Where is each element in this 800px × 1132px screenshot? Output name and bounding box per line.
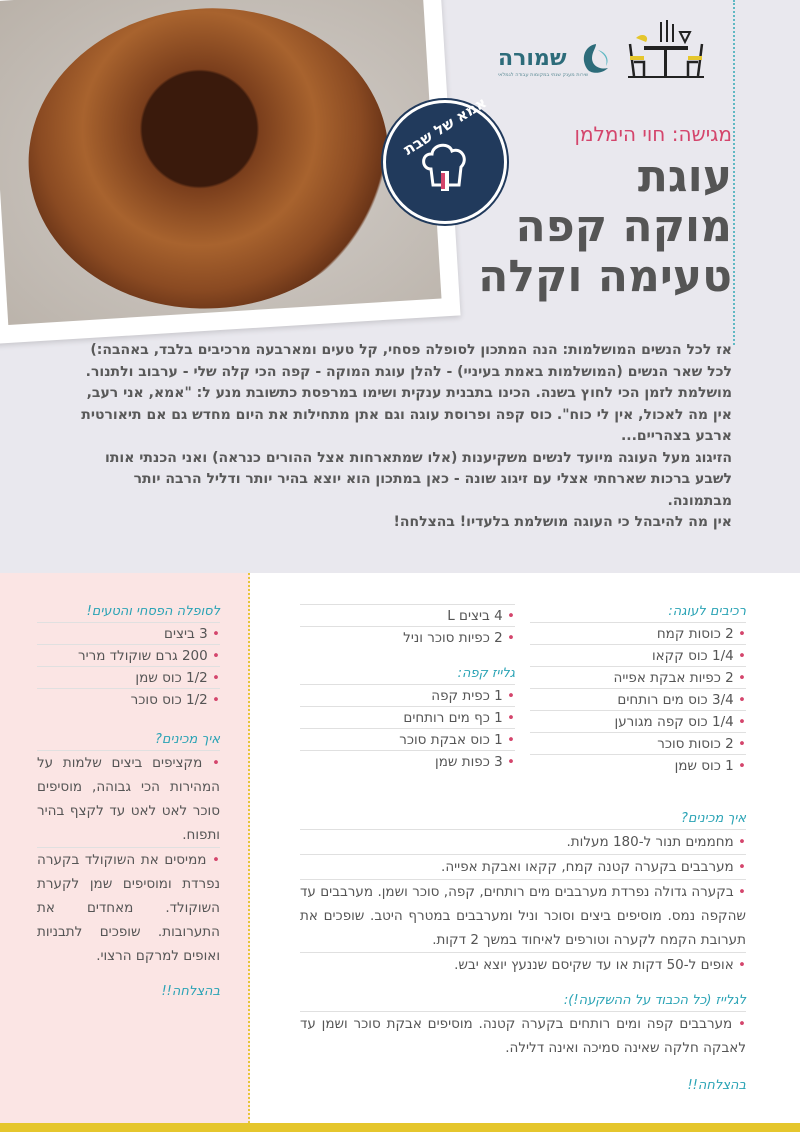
glaze-method-title: לגלייז (כל הכבוד על ההשקעה!): (563, 993, 746, 1008)
list-item: • 2 כוסות סוכר (530, 732, 746, 754)
bird-logo-icon (578, 42, 614, 76)
author: מגישה: חוי הימלמן (574, 122, 732, 146)
method-step: • מחממים תנור ל-180 מעלות. (300, 829, 746, 854)
logo-tagline: שירות מענק שנתי במקומות עבודה לגמלאי (498, 72, 589, 78)
list-item: • 200 גרם שוקולד מריר (37, 644, 220, 666)
list-item: • 1/2 כוס סוכר (37, 688, 220, 710)
cake-image (20, 0, 398, 319)
list-item: • 4 ביצים L (300, 604, 515, 626)
list-item: • 1 כף מים רותחים (300, 706, 515, 728)
badge-text: אמא של שבת (400, 93, 490, 159)
souffle-good-luck: בהצלחה!! (161, 984, 220, 999)
title-line: טעימה וקלה (478, 251, 732, 302)
glaze-ingredients (300, 684, 515, 772)
list-item: • 1/2 כוס שמן (37, 666, 220, 688)
list-item: • 1 כוס שמן (530, 754, 746, 776)
glaze-step: • מערבבים קפה ומים רותחים בקערה קטנה. מוסיפים אבקת סוכר ושמן עד לאבקה חלקה שאינה סמיכה ואינה דלילה. (300, 1011, 746, 1060)
intro-paragraph: הזיגוג מעל העוגה מיועד לנשים משקיענות (אלו שמתארחות אצל ההורים כנראה) ואני הכנתי אותו לשבע ברכות שארחתי אצלי עם זיגוג שונה - כאן במתכון הוא יוצא בהיר יותר ודליל הרבה יותר מבתמונה. (105, 449, 732, 509)
list-item: • 1 כפית קפה (300, 684, 515, 706)
souffle-title: לסופלה הפסחי והטעים! (86, 604, 220, 619)
title-line: עוגת (637, 151, 732, 202)
method-step: • בקערה גדולה נפרדת מערבבים מים רותחים, קפה, סוכר ושמן. מערבבים עד שהקפה נמס. מוסיפים ביצים וסוכר וניל ומערבבים במטרף היטב. שופכים את תערובת הקמח לקערה וטורפים לאיחוד במשך 2 דקות. (300, 879, 746, 952)
cake-ingredients-title: רכיבים לעוגה: (668, 604, 746, 619)
list-item: • 3 כפות שמן (300, 750, 515, 772)
cake-method-column (300, 811, 746, 1093)
list-item: • 2 כפיות סוכר וניל (300, 626, 515, 648)
list-item: • 2 כוסות קמח (530, 622, 746, 644)
cake-good-luck: בהצלחה!! (687, 1078, 746, 1093)
cake-ingredients-more (300, 604, 515, 648)
title-line: מוקה קפה (515, 201, 732, 252)
method-step: • מערבבים בקערה קטנה קמח, קקאו ואבקת אפייה. (300, 854, 746, 879)
intro-text (65, 340, 732, 534)
list-item: • 3 ביצים (37, 622, 220, 644)
souffle-ingredients (37, 622, 220, 710)
souffle-step: • ממיסים את השוקולד בקערה נפרדת ומוסיפים שמן לקערת השוקולד. מאחדים את התערובות. שופכים לתבניות ואופים למרקם הרצוי. (37, 847, 220, 968)
table-icon (626, 18, 706, 80)
intro-paragraph: לכל שאר הנשים (המושלמות באמת בעיניי) - להלן עוגת המוקה - קפה הכי קלה שלי - ערבוב ולתנור. מושלמת לזמן הכי לחוץ בשנה. הכינו בתבנית ענקית ושימו במרפסת כתשובת מנע ל: "אמא, אני רעב, אין מה לאכול, אין לי כוח". כוס קפה ופרוסת עוגה וגם אתן מתחילות את היום מחדש גם אם תיאורטית ארבע בצהריים... (81, 363, 732, 444)
logo-name: שמורה (498, 46, 567, 71)
chef-hat-icon (419, 139, 471, 197)
souffle-step: • מקציפים ביצים שלמות על המהירות הכי גבוהה, מוסיפים סוכר לאט לאט עד לקצף בהיר ותפוח. (37, 750, 220, 847)
method-step: • אופים ל-50 דקות או עד שקיסם שננעץ יוצא יבש. (300, 952, 746, 977)
cake-ingredients-column-2 (300, 604, 515, 772)
recipe-title (478, 152, 732, 302)
footer-bar (0, 1123, 800, 1132)
list-item: • 3/4 כוס מים רותחים (530, 688, 746, 710)
souffle-method-title: איך מכינים? (155, 732, 220, 747)
cake-method-title: איך מכינים? (681, 811, 746, 826)
cake-photo (0, 0, 441, 325)
list-item: • 1/4 כוס קקאו (530, 644, 746, 666)
souffle-column (37, 604, 220, 999)
list-item: • 1 כוס אבקת סוכר (300, 728, 515, 750)
list-item: • 2 כפיות אבקת אפייה (530, 666, 746, 688)
cake-ingredients (530, 622, 746, 776)
intro-paragraph: אין מה להיבהל כי העוגה מושלמת בלעדיו! בהצלחה! (393, 514, 732, 530)
cake-ingredients-column (530, 604, 746, 776)
glaze-title: גלייז קפה: (457, 666, 515, 681)
intro-paragraph: אז לכל הנשים המושלמות: הנה המתכון לסופלה פסחי, קל טעים ומארבעה מרכיבים בלבד, באהבה:) (90, 342, 732, 358)
list-item: • 1/4 כוס קפה מגורען (530, 710, 746, 732)
dotted-divider (733, 0, 735, 345)
